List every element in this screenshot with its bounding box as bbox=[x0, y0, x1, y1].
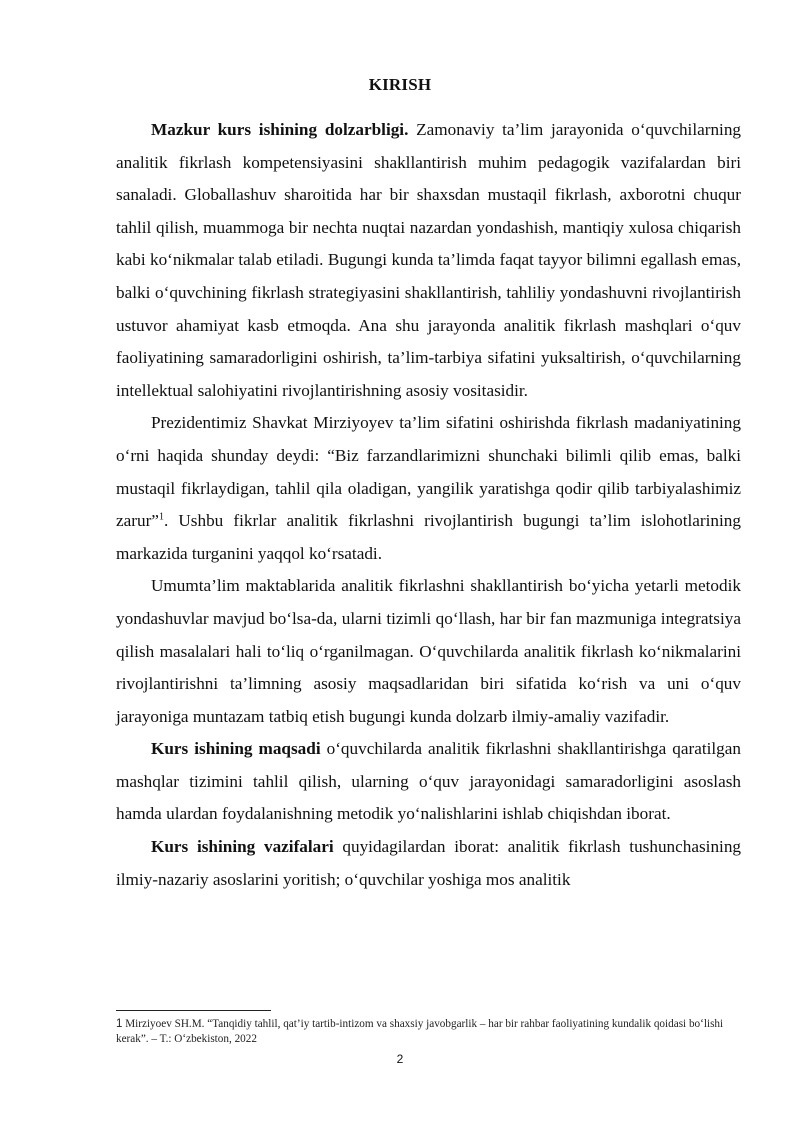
footnote bbox=[116, 1017, 741, 1047]
paragraph-text: Prezidentimiz Shavkat Mirziyoyev ta’lim sifatini oshirishda fikrlash madaniyatining o‘rni haqida shunday deydi: “Biz farzandlarimizni shunchaki bilimli qilib emas, balki mustaqil fikrlaydigan, tahlil qila oladigan, yangilik yaratishga qodir qilib tarbiyalashimiz zarur” bbox=[116, 413, 741, 531]
paragraph-text: Umumta’lim maktablarida analitik fikrlashni shakllantirish bo‘yicha yetarli metodik yondashuvlar mavjud bo‘lsa-da, ularni tizimli qo‘llash, har bir fan mazmuniga integratsiya qilish masalalari hali to‘liq o‘rganilmagan. O‘quvchilarda analitik fikrlash ko‘nikmalarini rivojlantirishni ta’limning asosiy maqsadlaridan biri sifatida ko‘rish va uni o‘quv jarayoniga muntazam tatbiq etish bugungi kunda dolzarb ilmiy-amaliy vazifadir. bbox=[116, 576, 741, 726]
paragraph-lead: Mazkur kurs ishining dolzarbligi. bbox=[151, 120, 409, 139]
paragraph-text: Zamonaviy ta’lim jarayonida o‘quvchilarning analitik fikrlash kompetensiyasini shakllantirish muhim pedagogik vazifalardan biri sanaladi. Globallashuv sharoitida har bir shaxsdan mustaqil fikrlash, axborotni chuqur tahlil qilish, muammoga bir nechta nuqtai nazardan yondashish, mantiqiy xulosa chiqarish kabi ko‘nikmalar talab etiladi. Bugungi kunda ta’limda faqat tayyor bilimni egallash emas, balki o‘quvchining fikrlash strategiyasini shakllantirish, tahliliy yondashuvni rivojlantirish ustuvor ahamiyat kasb etmoqda. Ana shu jarayonda analitik fikrlash mashqlari o‘quv faoliyatining samaradorligini oshirish, ta’lim-tarbiya sifatini yuksaltirish, o‘quvchilarning intellektual salohiyatini rivojlantirishning asosiy vositasidir. bbox=[116, 120, 742, 400]
paragraph-relevance bbox=[116, 114, 741, 407]
footnote-reference[interactable]: 1 bbox=[158, 511, 164, 523]
footnote-text: Mirziyoev SH.M. “Tanqidiy tahlil, qat’iy tartib-intizom va shaxsiy javobgarlik – har bir rahbar faoliyatining kundalik qoidasi bo‘lishi kerak”. – T.: O‘zbekiston, 2022 bbox=[116, 1018, 724, 1045]
paragraph-tasks bbox=[116, 831, 741, 896]
paragraph-lead: Kurs ishining maqsadi bbox=[151, 739, 321, 759]
section-title: KIRISH bbox=[368, 75, 432, 94]
footnote-number: 1 bbox=[116, 1018, 123, 1030]
paragraph-lead: Kurs ishining vazifalari bbox=[151, 837, 334, 857]
paragraph-text: o‘quvchilarda analitik fikrlashni shakllantirishga qaratilgan mashqlar tizimini tahlil qilish, ularning o‘quv jarayonidagi samaradorligini asoslash hamda ulardan foydalanishning metodik yo‘nalishlarini ishlab chiqishdan iborat. bbox=[116, 739, 741, 824]
paragraph-methodology bbox=[116, 570, 741, 733]
body-text bbox=[116, 114, 741, 896]
footnote-separator bbox=[116, 1010, 271, 1011]
paragraph-goal bbox=[116, 733, 741, 831]
paragraph-president-quote bbox=[116, 407, 741, 570]
page-number: 2 bbox=[396, 1052, 404, 1066]
paragraph-text-after: . Ushbu fikrlar analitik fikrlashni rivojlantirish bugungi ta’lim islohotlarining markazida turganini yaqqol ko‘rsatadi. bbox=[116, 511, 741, 563]
paragraph-text: quyidagilardan iborat: analitik fikrlash tushunchasining ilmiy-nazariy asoslarini yoritish; o‘quvchilar yoshiga mos analitik bbox=[116, 837, 742, 889]
